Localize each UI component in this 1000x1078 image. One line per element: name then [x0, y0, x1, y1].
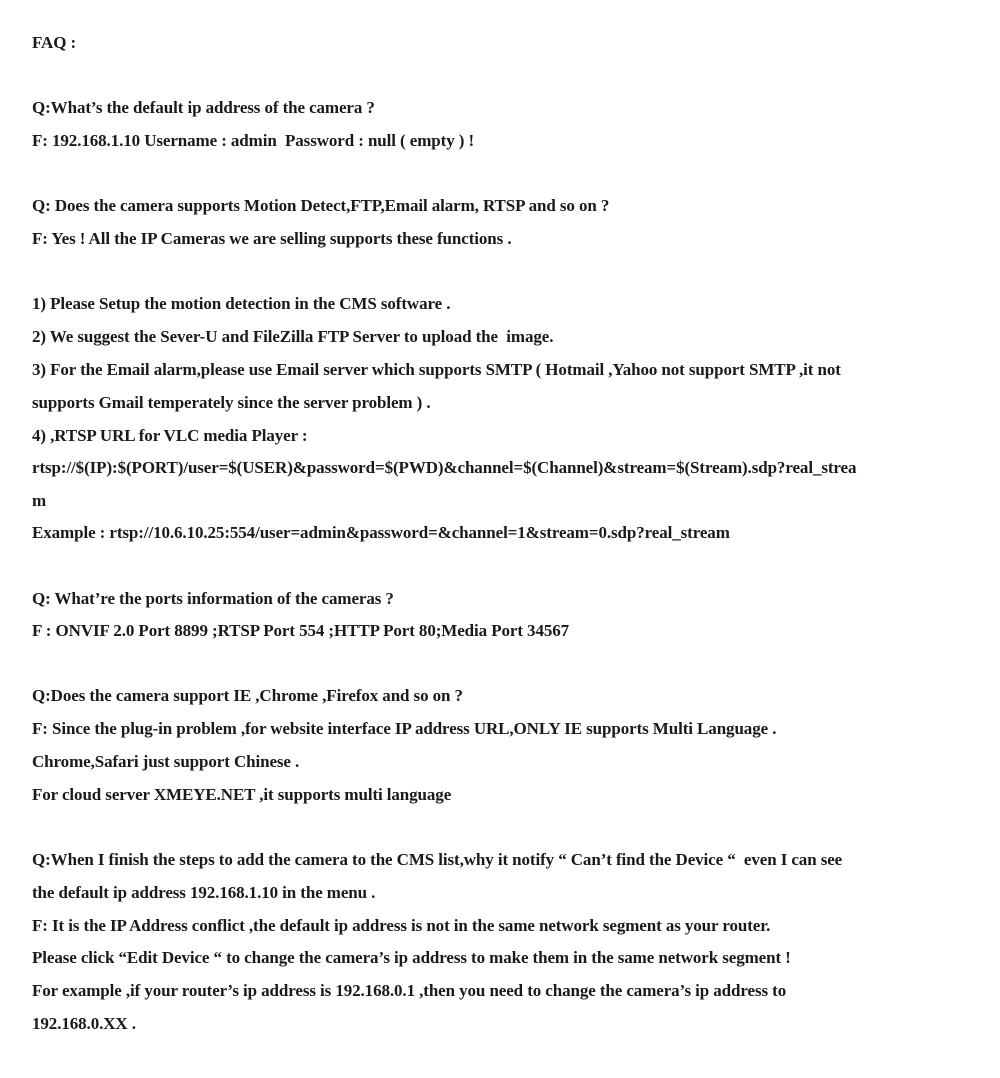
q2-answer: F: Yes ! All the IP Cameras we are selling supports these functions . [32, 229, 512, 248]
q2-step-4: 4) ,RTSP URL for VLC media Player : [32, 426, 308, 445]
q3-question: Q: What’re the ports information of the cameras ? [32, 589, 394, 608]
q2-step-3-cont: supports Gmail temperately since the server problem ) . [32, 393, 431, 412]
q5-answer-line-1: F: It is the IP Address conflict ,the default ip address is not in the same network segment as your router. [32, 916, 771, 935]
q3-answer: F : ONVIF 2.0 Port 8899 ;RTSP Port 554 ;HTTP Port 80;Media Port 34567 [32, 621, 570, 640]
faq-heading: FAQ : [32, 33, 77, 52]
q1-answer: F: 192.168.1.10 Username : admin Password : null ( empty ) ! [32, 131, 475, 150]
q5-question-line-1: Q:When I finish the steps to add the camera to the CMS list,why it notify “ Can’t find the Device “ even I can see [32, 850, 843, 869]
q5-answer-line-4: 192.168.0.XX . [32, 1014, 136, 1033]
q1-question: Q:What’s the default ip address of the camera ? [32, 98, 375, 117]
q4-question: Q:Does the camera support IE ,Chrome ,Firefox and so on ? [32, 686, 463, 705]
q4-answer-line-1: F: Since the plug-in problem ,for website interface IP address URL,ONLY IE supports Multi Language . [32, 719, 777, 738]
q5-question-line-2: the default ip address 192.168.1.10 in the menu . [32, 883, 376, 902]
q2-step-2: 2) We suggest the Sever-U and FileZilla FTP Server to upload the image. [32, 327, 554, 346]
q2-step-1: 1) Please Setup the motion detection in the CMS software . [32, 294, 451, 313]
q4-answer-line-2: Chrome,Safari just support Chinese . [32, 752, 300, 771]
rtsp-url-template-cont: m [32, 491, 47, 510]
q5-answer-line-3: For example ,if your router’s ip address is 192.168.0.1 ,then you need to change the camera’s ip address to [32, 981, 787, 1000]
rtsp-example: Example : rtsp://10.6.10.25:554/user=admin&password=&channel=1&stream=0.sdp?real_stream [32, 523, 730, 542]
q2-question: Q: Does the camera supports Motion Detect,FTP,Email alarm, RTSP and so on ? [32, 196, 610, 215]
q4-answer-line-3: For cloud server XMEYE.NET ,it supports multi language [32, 785, 452, 804]
rtsp-url-template: rtsp://$(IP):$(PORT)/user=$(USER)&password=$(PWD)&channel=$(Channel)&stream=$(Stream).sdp?real_strea [32, 458, 857, 477]
q2-step-3: 3) For the Email alarm,please use Email server which supports SMTP ( Hotmail ,Yahoo not support SMTP ,it not [32, 360, 841, 379]
q5-answer-line-2: Please click “Edit Device “ to change the camera’s ip address to make them in the same network segment ! [32, 948, 791, 967]
